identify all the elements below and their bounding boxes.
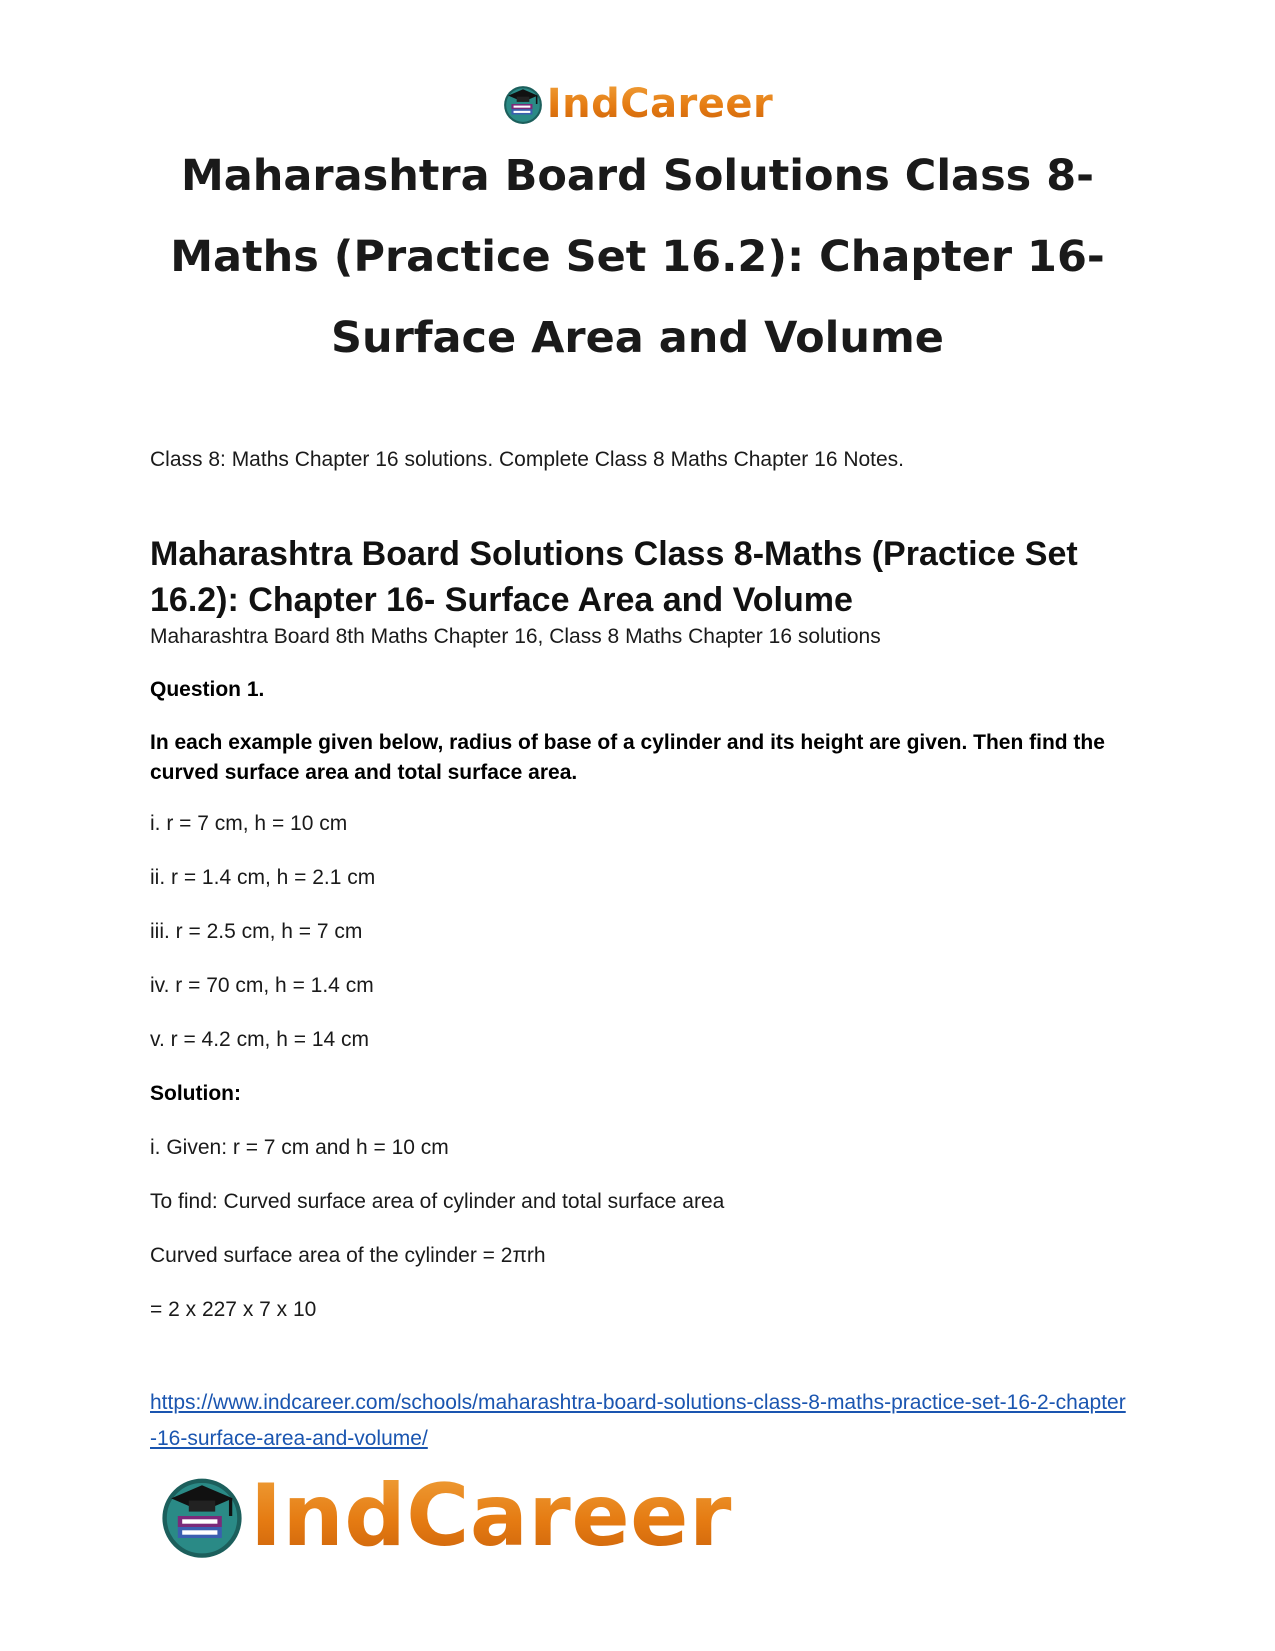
question-item: iv. r = 70 cm, h = 1.4 cm <box>150 974 374 997</box>
source-link[interactable]: https://www.indcareer.com/schools/maharashtra-board-solutions-class-8-maths-practice-set-16-2-chapter-16-surface-area-and-volume/ <box>150 1391 1126 1450</box>
graduation-cap-globe-icon <box>158 1472 246 1560</box>
brand-wordmark: IndCareer <box>250 1466 732 1566</box>
page-title: Maharashtra Board Solutions Class 8-Maths (Practice Set 16.2): Chapter 16- Surface Area and Volume <box>170 151 1105 363</box>
intro-text: Class 8: Maths Chapter 16 solutions. Complete Class 8 Maths Chapter 16 Notes. <box>150 448 905 471</box>
solution-line: = 2 x 227 x 7 x 10 <box>150 1298 317 1321</box>
section-heading: Maharashtra Board Solutions Class 8-Maths (Practice Set 16.2): Chapter 16- Surface Area and Volume <box>150 535 1078 619</box>
graduation-cap-globe-icon <box>502 83 544 125</box>
question-item: v. r = 4.2 cm, h = 14 cm <box>150 1028 370 1051</box>
solution-line: To find: Curved surface area of cylinder and total surface area <box>150 1190 725 1213</box>
solution-label: Solution: <box>150 1082 241 1105</box>
question-label: Question 1. <box>150 678 265 701</box>
question-prompt: In each example given below, radius of base of a cylinder and its height are given. Then find the curved surface area and total surface area. <box>150 731 1105 784</box>
header-logo[interactable] <box>0 80 1275 128</box>
subtitle-text: Maharashtra Board 8th Maths Chapter 16, Class 8 Maths Chapter 16 solutions <box>150 625 881 648</box>
solution-line: i. Given: r = 7 cm and h = 10 cm <box>150 1136 449 1159</box>
solution-line: Curved surface area of the cylinder = 2πrh <box>150 1244 546 1267</box>
brand-wordmark: IndCareer <box>546 81 774 127</box>
footer-logo[interactable] <box>158 1466 732 1566</box>
question-item: ii. r = 1.4 cm, h = 2.1 cm <box>150 866 376 889</box>
question-item: iii. r = 2.5 cm, h = 7 cm <box>150 920 363 943</box>
question-item: i. r = 7 cm, h = 10 cm <box>150 812 348 835</box>
